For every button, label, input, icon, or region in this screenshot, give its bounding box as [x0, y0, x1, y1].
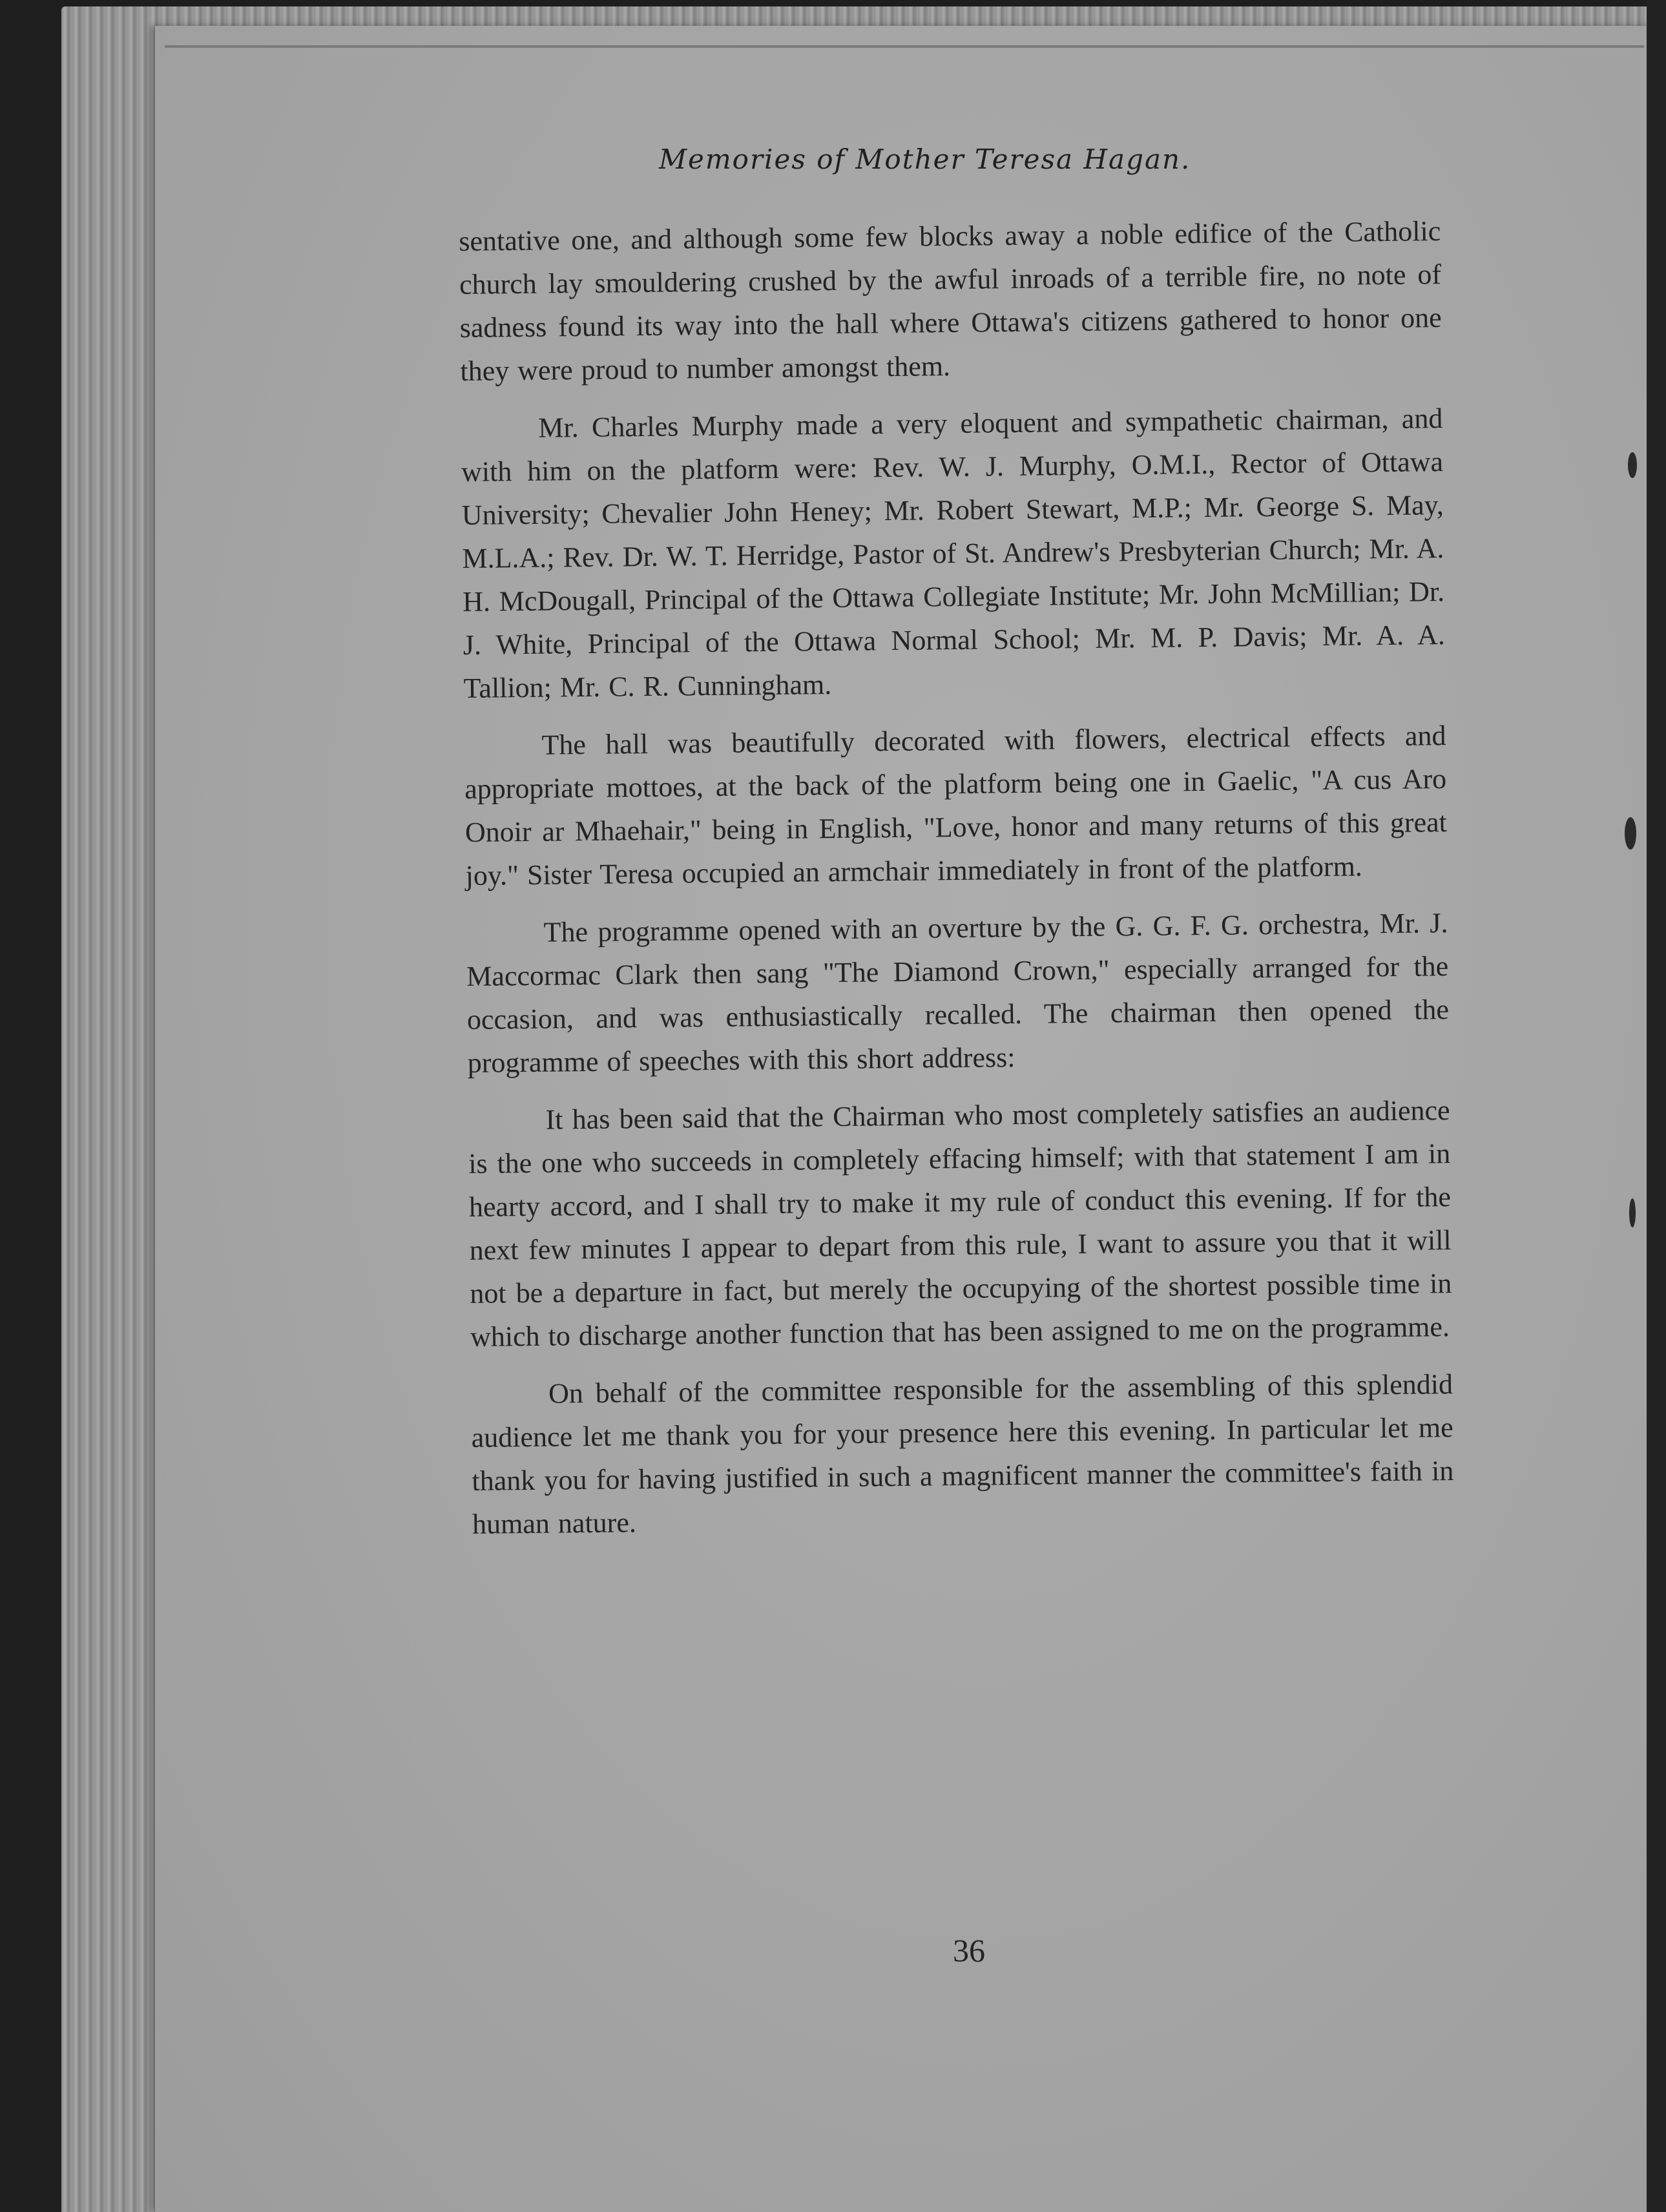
body-text — [459, 209, 1455, 1560]
paragraph: Mr. Charles Murphy made a very eloquent and sympathetic chairman, and with him on the platform were: Rev. W. J. Murphy, O.M.I., Rector of Ottawa University; Chevalier John Heney; Mr. Robert Stewart, M.P.; Mr. George S. May, M.L.A.; Rev. Dr. W. T. Herridge, Pastor of St. Andrew's Presbyterian Church; Mr. A. H. McDougall, Principal of the Ottawa Collegiate Institute; Mr. John McMillian; Dr. J. White, Principal of the Ottawa Normal School; Mr. M. P. Davis; Mr. A. A. Tallion; Mr. C. R. Cunningham. — [461, 402, 1446, 704]
margin-mark — [1629, 1198, 1636, 1227]
page-top-edge — [165, 45, 1644, 48]
paragraph: It has been said that the Chairman who most completely satisfies an audience is the one who succeeds in completely effacing himself; with that statement I am in hearty accord, and I shall try to make it my rule of conduct this evening. If for the next few minutes I appear to depart from this rule, I want to assure you that it will not be a departure in fact, but merely the occupying of the shortest possible time in which to discharge another function that has been assigned to me on the programme. — [468, 1094, 1452, 1353]
margin-mark — [1628, 452, 1637, 478]
page-number: 36 — [953, 1932, 985, 1968]
paragraph: sentative one, and although some few blocks away a noble edifice of the Catholic church lay smouldering crushed by the awful inroads of a terrible fire, no note of sadness found its way into the hall where Ottawa's citizens gathered to honor one they were proud to number amongst them. — [459, 215, 1442, 387]
paragraph: The programme opened with an overture by the G. G. F. G. orchestra, Mr. J. Maccormac Clark then sang "The Diamond Crown," especially arranged for the occasion, and was enthusiastically recalled. The chairman then opened the programme of speeches with this short address: — [466, 907, 1450, 1079]
right-binding-shadow — [1647, 0, 1666, 2212]
margin-mark — [1625, 817, 1636, 850]
paragraph: On behalf of the committee responsible for the assembling of this splendid audience let me thank you for your presence here this evening. In particular let me thank you for having justified in such a magnificent manner the committee's faith in human nature. — [471, 1368, 1454, 1540]
paragraph: The hall was beautifully decorated with flowers, electrical effects and appropriate mottoes, at the back of the platform being one in Gaelic, "A cus Aro Onoir ar Mhaehair," being in English, "Love, honor and many returns of this great joy." Sister Teresa occupied an armchair immediately in front of the platform. — [464, 720, 1448, 892]
running-header: Memories of Mother Teresa Hagan. — [659, 143, 1191, 175]
